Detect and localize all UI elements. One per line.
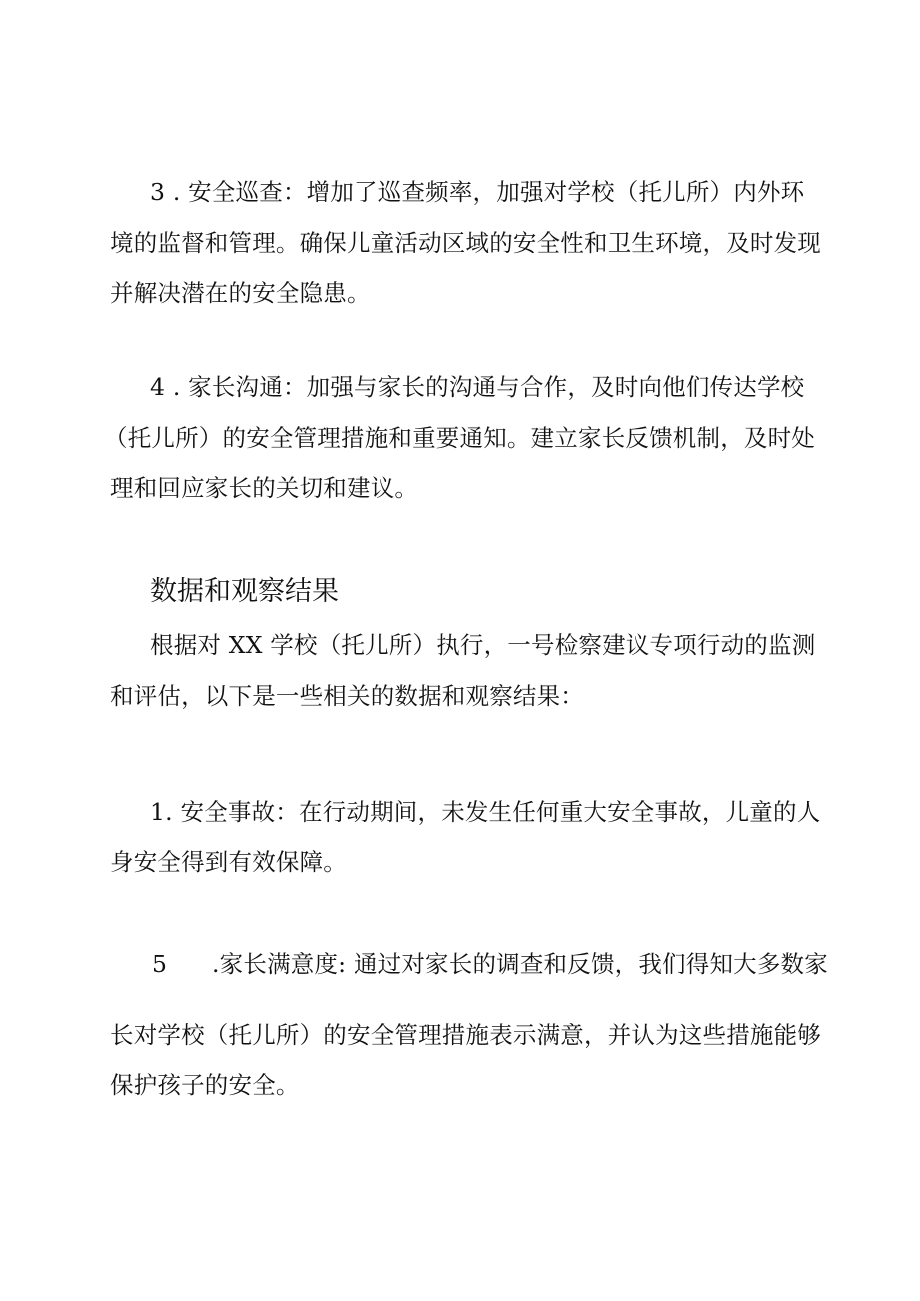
result-5-line-1: .家长满意度: 通过对家长的调查和反馈，我们得知大多数家	[212, 950, 828, 978]
item-4-line-3: 理和回应家长的关切和建议。	[110, 474, 419, 502]
section-heading: 数据和观察结果	[150, 576, 339, 607]
item-4-line-2: （托儿所）的安全管理措施和重要通知。建立家长反馈机制，及时处	[104, 424, 815, 452]
result-5-line-3: 保护孩子的安全。	[110, 1071, 300, 1099]
item-3-line-3: 并解决潜在的安全隐患。	[110, 279, 371, 307]
result-5-number: 5	[152, 950, 167, 978]
item-4-line-1: 4 . 家长沟通：加强与家长的沟通与合作，及时向他们传达学校	[150, 373, 805, 401]
result-5-line-2: 长对学校（托儿所）的安全管理措施表示满意，并认为这些措施能够	[110, 1021, 821, 1049]
section-intro-line-2: 和评估，以下是一些相关的数据和观察结果：	[110, 682, 584, 710]
section-intro-line-1: 根据对 XX 学校（托儿所）执行，一号检察建议专项行动的监测	[150, 631, 816, 659]
result-1-line-1: 1. 安全事故：在行动期间，未发生任何重大安全事故，儿童的人	[150, 798, 821, 826]
result-1-line-2: 身安全得到有效保障。	[110, 848, 347, 876]
item-3-line-1: 3 . 安全巡查：增加了巡查频率，加强对学校（托儿所）内外环	[150, 178, 805, 206]
item-3-line-2: 境的监督和管理。确保儿童活动区域的安全性和卫生环境，及时发现	[110, 229, 821, 257]
